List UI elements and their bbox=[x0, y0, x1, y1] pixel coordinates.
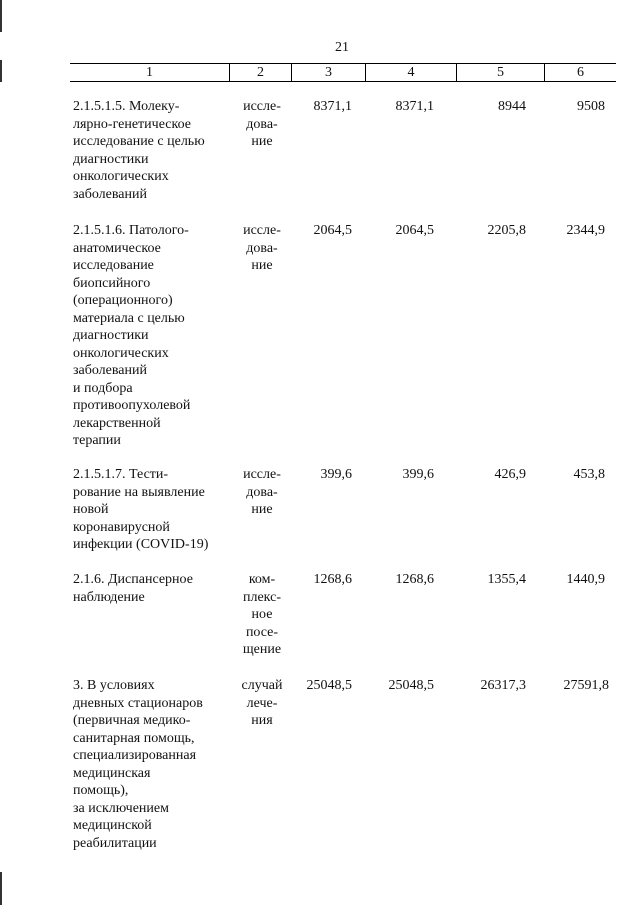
row-value-col4: 2064,5 bbox=[395, 223, 434, 238]
page-number: 21 bbox=[335, 40, 349, 55]
header-bottom-rule bbox=[70, 81, 616, 82]
row-value-col5: 2205,8 bbox=[487, 223, 526, 238]
row-name: 2.1.5.1.7. Тести- рование на выявление новой коронавирусной инфекции (COVID-19) bbox=[73, 467, 209, 552]
row-value-col3: 399,6 bbox=[320, 467, 352, 482]
row-value-col6: 1440,9 bbox=[566, 572, 605, 587]
row-value-col6: 9508 bbox=[577, 99, 605, 114]
row-name: 2.1.5.1.6. Патолого- анатомическое исследование биопсийного (операционного) материала с целью диагностики онкологических заболеваний и подбора противоопухолевой лекарственной терапии bbox=[73, 223, 191, 448]
row-unit: иссле- дова- ние bbox=[243, 467, 281, 517]
header-col-5: 5 bbox=[497, 65, 504, 80]
row-value-col3: 1268,6 bbox=[313, 572, 352, 587]
row-value-col6: 2344,9 bbox=[566, 223, 605, 238]
header-col-4: 4 bbox=[407, 65, 415, 80]
row-value-col4: 1268,6 bbox=[395, 572, 434, 587]
row-value-col4: 399,6 bbox=[402, 467, 434, 482]
row-value-col5: 8944 bbox=[498, 99, 526, 114]
row-value-col3: 2064,5 bbox=[313, 223, 352, 238]
row-value-col6: 453,8 bbox=[573, 467, 605, 482]
row-value-col6: 27591,8 bbox=[563, 678, 609, 693]
row-name: 2.1.6. Диспансерное наблюдение bbox=[73, 572, 193, 605]
scan-edge-mark bbox=[0, 0, 2, 32]
row-unit: ком- плекс- ное посе- щение bbox=[242, 572, 282, 657]
row-unit: иссле- дова- ние bbox=[243, 99, 281, 149]
row-value-col4: 8371,1 bbox=[395, 99, 434, 114]
row-unit: случай лече- ния bbox=[241, 678, 283, 728]
row-value-col5: 1355,4 bbox=[487, 572, 526, 587]
header-col-2: 2 bbox=[257, 65, 264, 80]
row-value-col3: 25048,5 bbox=[306, 678, 352, 693]
row-value-col3: 8371,1 bbox=[313, 99, 352, 114]
row-value-col5: 26317,3 bbox=[480, 678, 526, 693]
header-col-1: 1 bbox=[146, 65, 153, 80]
row-value-col4: 25048,5 bbox=[388, 678, 434, 693]
scan-edge-mark bbox=[0, 872, 2, 905]
row-name: 3. В условиях дневных стационаров (первичная медико- санитарная помощь, специализированная медицинская помощь), за исключением медицинской реабилитации bbox=[73, 678, 203, 851]
scan-edge-mark bbox=[0, 60, 2, 82]
header-col-3: 3 bbox=[325, 65, 332, 80]
header-col-6: 6 bbox=[577, 65, 584, 80]
row-unit: иссле- дова- ние bbox=[243, 223, 281, 273]
row-name: 2.1.5.1.5. Молеку- лярно-генетическое исследование с целью диагностики онкологических заболеваний bbox=[73, 99, 205, 202]
row-value-col5: 426,9 bbox=[494, 467, 526, 482]
